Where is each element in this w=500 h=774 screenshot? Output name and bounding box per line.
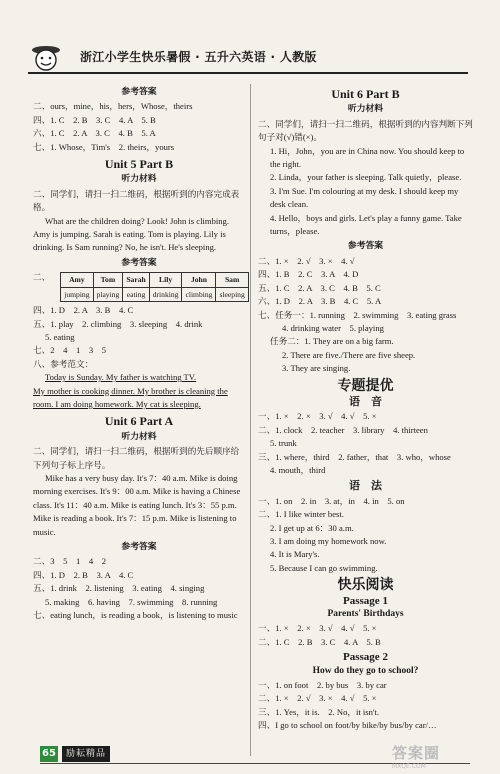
passage-title: Parents' Birthdays	[327, 609, 404, 620]
watermark-url: MXQE.COM	[392, 763, 426, 770]
answer-heading: 参考答案	[121, 257, 157, 268]
watermark-logo	[392, 742, 482, 770]
answer-line: 七、eating lunch，is reading a book，is listening to music	[33, 610, 238, 621]
answer-line: 六、1. D 2. A 3. B 4. C 5. A	[258, 296, 382, 307]
answer-line: 三、1. Yes，it is. 2. No，it isn't.	[258, 706, 380, 717]
answer-line: 一、1. on foot 2. by bus 3. by car	[258, 680, 387, 691]
answer-line: 5. Because I can go swimming.	[270, 562, 378, 573]
sample-essay: Today is Sunday. My father is watching TV.	[45, 372, 197, 383]
answer-line: 四、1. D 2. A 3. B 4. C	[33, 305, 134, 316]
topic-heading: 语 音	[349, 394, 382, 408]
answer-line: 4. It is Mary's.	[270, 549, 320, 560]
answer-line: 二、ours，mine，his，hers，Whose，theirs	[33, 101, 193, 112]
answer-line: 三、1. where，third 2. father，that 3. who，whose	[258, 451, 451, 462]
listening-sentence: 3. I'm Sue. I'm colouring at my desk. I should keep my desk clean.	[270, 185, 459, 210]
question-instruction: 二、同学们，请扫一扫二维码，根据听到的先后顺序给下列句子标上序号。	[33, 446, 240, 470]
table-header-cell: Lily	[149, 273, 182, 287]
answer-line: 一、1. on 2. in 3. at，in 4. in 5. on	[258, 495, 405, 506]
watermark-text: 答案圈	[392, 744, 441, 762]
table-header-cell: John	[182, 273, 216, 287]
answer-line: 一、1. × 2. × 3. √ 4. √ 5. ×	[258, 411, 377, 422]
left-column	[33, 84, 245, 622]
answer-line: 5. making 6. having 7. swimming 8. running	[45, 596, 218, 607]
passage-heading: Passage 1	[343, 594, 388, 607]
answer-line: 一、1. × 2. × 3. √ 4. √ 5. ×	[258, 623, 377, 634]
answer-line: 任务二：1. They are on a big farm.	[270, 336, 394, 347]
answer-line: 七、1. Whose，Tim's 2. theirs，yours	[33, 141, 175, 152]
answer-line: 七、2 4 1 3 5	[33, 345, 107, 356]
listening-script: Mike has a very busy day. It's 7：40 a.m. Mike is doing morning exercises. It's 9：00 a.m. Mike is having a Chinese class. It's 11：40 a.m. Mike is eating lunch. It's 3：55 p.m. Mike is reading a book. It's 7：15 p.m. Mike is listening to music.	[33, 472, 241, 537]
answer-line: 5. trunk	[270, 438, 297, 449]
topic-heading: 语 法	[349, 479, 382, 493]
answer-line: 二、1. clock 2. teacher 3. library 4. thirteen	[258, 424, 428, 435]
table-header-cell: Amy	[61, 273, 93, 287]
sample-essay: My mother is cooking dinner. My brother is cleaning the room. I am doing homework. My cat is sleeping.	[33, 385, 228, 409]
passage-title: How do they go to school?	[312, 665, 419, 676]
table-header-row	[61, 273, 249, 287]
answer-line: 二、1. × 2. √ 3. × 4. √	[258, 255, 355, 266]
answer-table	[60, 272, 249, 302]
answer-line: 五、1. drink 2. listening 3. eating 4. singing	[33, 583, 205, 594]
section-heading: 快乐阅读	[337, 577, 394, 594]
answer-line: 二、3 5 1 4 2	[33, 556, 107, 567]
answer-line: 2. I get up at 6：30 a.m.	[270, 522, 354, 533]
answer-line: 四、1. C 2. B 3. C 4. A 5. B	[33, 114, 156, 125]
unit-heading: Unit 6 Part B	[331, 87, 400, 101]
table-row	[61, 287, 249, 301]
page-title: 浙江小学生快乐暑假 · 五升六英语 · 人教版	[80, 50, 317, 64]
table-cell: playing	[93, 287, 123, 301]
table-cell: eating	[123, 287, 149, 301]
table-header-cell: Sarah	[123, 273, 149, 287]
answer-line: 四、1. B 2. C 3. A 4. D	[258, 269, 359, 280]
answer-line: 五、1. play 2. climbing 3. sleeping 4. drink	[33, 318, 203, 329]
listening-sentence: 2. Linda，your father is sleeping. Talk quietly，please.	[270, 172, 462, 183]
answer-heading: 参考答案	[121, 87, 157, 97]
listening-heading: 听力材料	[121, 431, 157, 442]
brand-label: 励耘精品	[62, 746, 110, 762]
unit-heading: Unit 5 Part B	[104, 157, 174, 172]
answer-line: 五、1. C 2. A 3. C 4. B 5. C	[258, 282, 381, 293]
table-cell: climbing	[182, 287, 216, 301]
smiling-child-logo-icon	[28, 42, 64, 76]
answer-line: 4. drinking water 5. playing	[282, 322, 384, 333]
table-prefix: 二、	[33, 272, 51, 283]
right-column	[258, 84, 473, 733]
table-header-cell: Tom	[93, 273, 123, 287]
page-header	[28, 42, 468, 78]
question-instruction: 二、同学们，请扫一扫二维码，根据听到的内容判断下列句子对(√)错(×)。	[258, 118, 473, 143]
column-divider	[250, 84, 251, 756]
table-header-cell: Sam	[216, 273, 248, 287]
answer-line: 2. There are five./There are five sheep.	[282, 349, 416, 360]
answer-line: 八、参考范文：	[33, 358, 94, 369]
answer-line: 二、1. I like winter best.	[258, 509, 344, 520]
table-cell: drinking	[149, 287, 182, 301]
answer-line: 3. They are singing.	[282, 363, 351, 374]
answer-table-block	[33, 271, 245, 304]
table-cell: jumping	[61, 287, 93, 301]
answer-line: 四、1. D 2. B 3. A 4. C	[33, 569, 134, 580]
answer-line: 二、1. C 2. B 3. C 4. A 5. B	[258, 636, 381, 647]
answer-line: 3. I am doing my homework now.	[270, 536, 387, 546]
unit-heading: Unit 6 Part A	[104, 414, 174, 429]
answer-heading: 参考答案	[347, 241, 384, 252]
listening-heading: 听力材料	[347, 104, 384, 115]
header-rule	[28, 72, 468, 74]
answer-line: 七、任务一：1. running 2. swimming 3. eating grass	[258, 309, 457, 320]
page-number: 65	[40, 746, 58, 762]
answer-line: 4. mouth，third	[270, 464, 326, 475]
section-heading: 专题提优	[337, 377, 394, 394]
question-instruction: 二、同学们，请扫一扫二维码，根据听到的内容完成表格。	[33, 188, 240, 213]
answer-line: 六、1. C 2. A 3. C 4. B 5. A	[33, 128, 156, 139]
answer-line: 5. eating	[45, 331, 75, 342]
listening-heading: 听力材料	[121, 174, 157, 185]
table-cell: sleeping	[216, 287, 248, 301]
answer-line: 四、I go to school on foot/by bike/by bus/by car/…	[258, 720, 437, 731]
answer-heading: 参考答案	[121, 542, 157, 552]
passage-heading: Passage 2	[343, 651, 388, 664]
listening-sentence: 1. Hi，John，you are in China now. You should keep to the right.	[270, 145, 465, 170]
answer-line: 二、1. × 2. √ 3. × 4. √ 5. ×	[258, 693, 377, 704]
listening-sentence: 4. Hello，boys and girls. Let's play a funny game. Take turns，please.	[270, 212, 462, 237]
listening-script: What are the children doing? Look! John is climbing. Amy is jumping. Sarah is eating. Tom is playing. Lily is drinking. Is Sam running? No, he isn't. He's sleeping.	[33, 215, 230, 253]
